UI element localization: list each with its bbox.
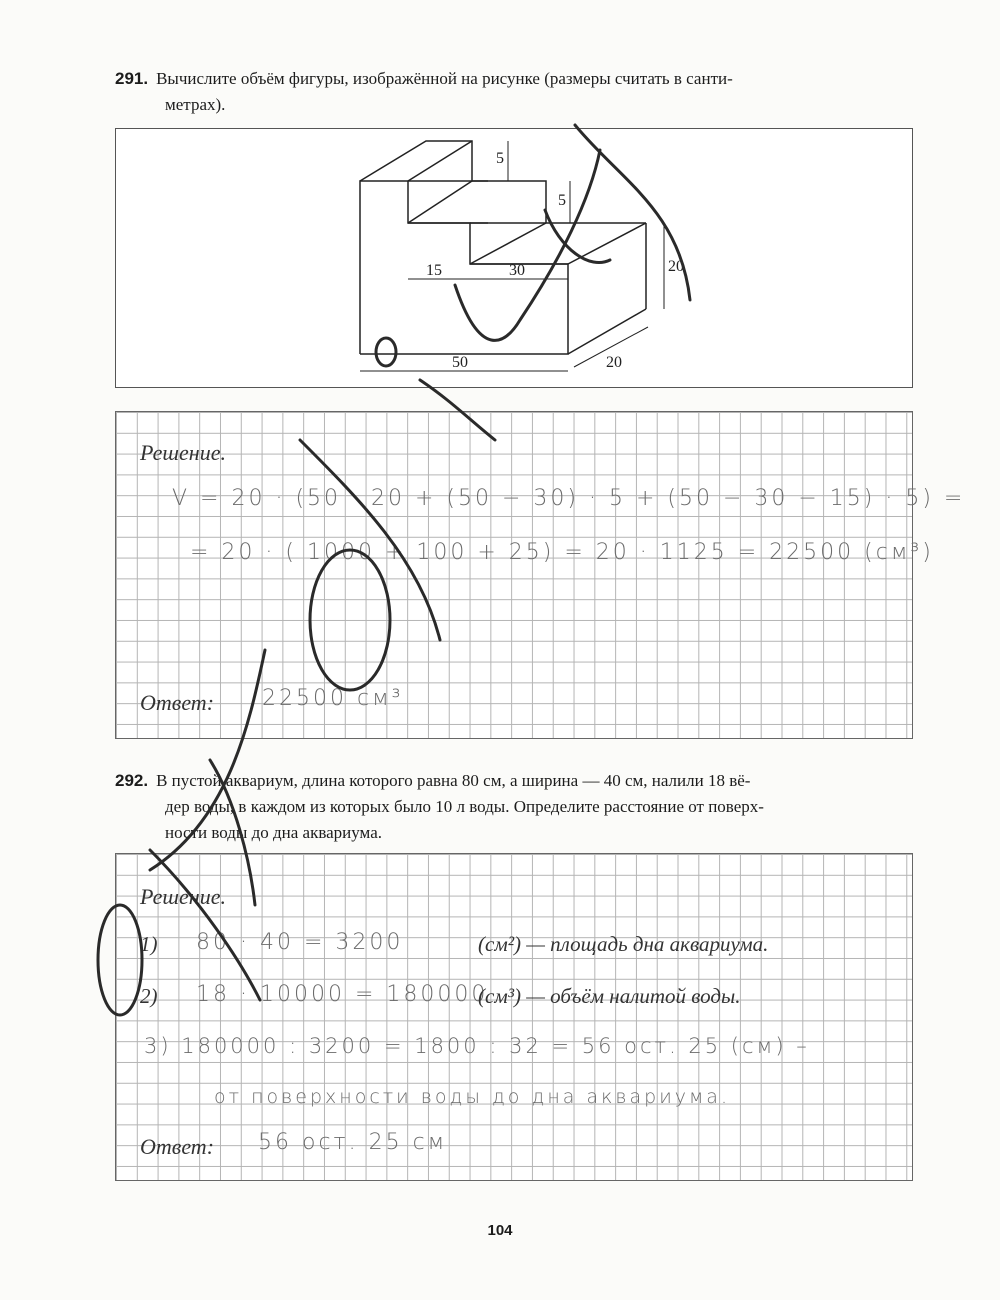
page-number: 104 xyxy=(487,1222,513,1239)
answer-291: 22500 см³ xyxy=(262,686,404,711)
dim-width: 20 xyxy=(606,354,622,371)
step-3-cont: от поверхности воды до дна аквариума. xyxy=(214,1086,730,1108)
problem-text-cont: дер воды, в каждом из которых было 10 л воды. Определите расстояние от поверх- xyxy=(165,797,764,816)
dim-top-step: 5 xyxy=(496,150,504,167)
dim-step2: 30 xyxy=(509,262,525,279)
step-2-calc: 18 · 10000 = 180000 xyxy=(196,982,489,1007)
problem-text-cont: ности воды до дна аквариума. xyxy=(165,823,382,842)
problem-291-statement xyxy=(115,66,915,118)
solution-label-292: Решение. xyxy=(140,884,226,909)
problem-292-statement xyxy=(115,768,915,846)
problem-number: 292. xyxy=(115,771,149,790)
step-2-text: (см³) — объём налитой воды. xyxy=(478,984,741,1008)
problem-text: В пустой аквариум, длина которого равна 80 см, а ширина — 40 см, налили 18 вё- xyxy=(156,771,751,790)
step-2-number: 2) xyxy=(140,984,158,1008)
dim-right-height: 20 xyxy=(668,258,684,275)
solution-label-291: Решение. xyxy=(140,440,226,465)
answer-label-292: Ответ: xyxy=(140,1134,215,1159)
answer-grid-291 xyxy=(115,411,913,739)
dim-step1: 15 xyxy=(426,262,442,279)
solution-line-2: = 20 · ( 1000 + 100 + 25) = 20 · 1125 = 22500 (см³) xyxy=(190,540,934,565)
figure-box xyxy=(115,128,913,388)
problem-text: Вычислите объём фигуры, изображённой на рисунке (размеры считать в санти- xyxy=(156,69,733,88)
answer-label-291: Ответ: xyxy=(140,690,215,715)
problem-number: 291. xyxy=(115,69,149,88)
step-1-text: (см²) — площадь дна аквариума. xyxy=(478,932,769,956)
solution-line-1: V = 20 · (50 · 20 + (50 − 30) · 5 + (50 − 30 − 15) · 5) = xyxy=(172,486,966,511)
answer-292: 56 ост. 25 см xyxy=(258,1130,448,1155)
stepped-solid-figure xyxy=(116,129,912,387)
step-1-calc: 80 · 40 = 3200 xyxy=(196,930,404,955)
dim-mid-step: 5 xyxy=(558,192,566,209)
step-3: 3) 180000 : 3200 = 1800 : 32 = 56 ост. 25 (см) – xyxy=(144,1034,810,1058)
answer-grid-292 xyxy=(115,853,913,1181)
dim-length: 50 xyxy=(452,354,468,371)
problem-text-cont: метрах). xyxy=(165,95,226,114)
step-1-number: 1) xyxy=(140,932,158,956)
